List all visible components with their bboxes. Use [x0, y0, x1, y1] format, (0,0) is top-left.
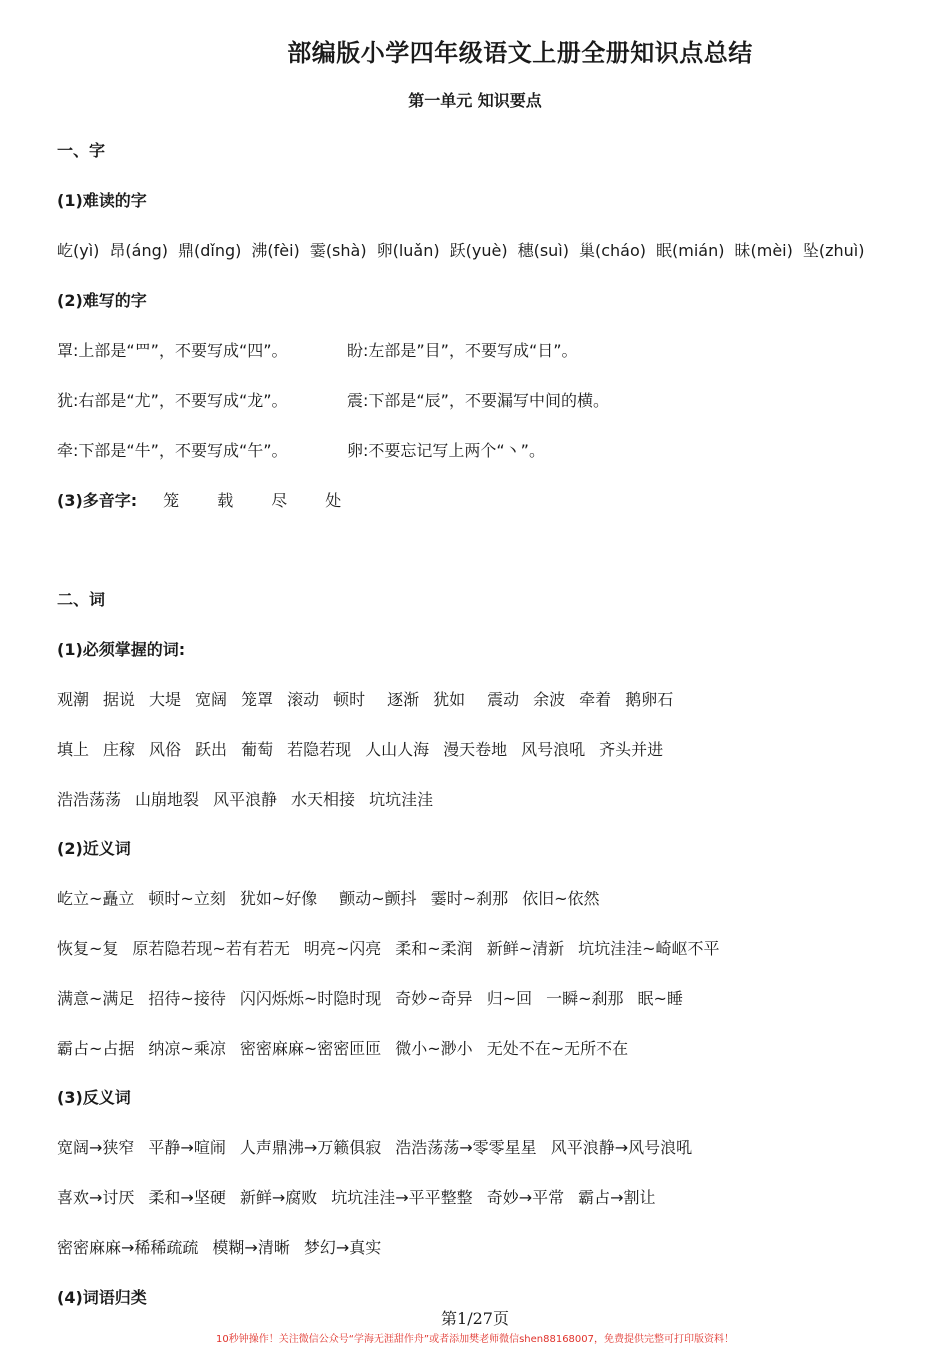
- pinyin-item: 屹(yì): [57, 241, 100, 260]
- synonym-item: 明亮~闪亮: [303, 939, 382, 958]
- synonym-row: [57, 886, 600, 909]
- word-item: 宽阔: [195, 690, 228, 709]
- pinyin-item: 眠(mián): [656, 241, 725, 260]
- antonym-row: [57, 1185, 656, 1208]
- word-item: 顿时: [333, 690, 366, 709]
- synonym-item: 密密麻麻~密密匝匝: [239, 1039, 382, 1058]
- polyphone-row: [57, 488, 341, 511]
- word-item: 风号浪吼: [521, 740, 586, 759]
- page-number: 第1/27页: [441, 1309, 509, 1328]
- hard-write-row: [57, 338, 907, 361]
- word-item: 余波: [533, 690, 566, 709]
- word-item: 水天相接: [291, 790, 356, 809]
- hard-write-note: 震:下部是“辰”，不要漏写中间的横。: [347, 391, 609, 410]
- antonym-row: [57, 1135, 692, 1158]
- pinyin-item: 鼎(dǐng): [178, 241, 242, 260]
- hard-read-list: [57, 238, 865, 261]
- word-item: 鹅卵石: [625, 690, 674, 709]
- word-item: 震动: [487, 690, 520, 709]
- hard-write-label: (2)难写的字: [57, 291, 147, 310]
- pinyin-item: 昧(mèi): [734, 241, 793, 260]
- synonym-item: 依旧~依然: [522, 889, 600, 908]
- antonym-item: 新鲜→腐败: [239, 1188, 318, 1207]
- synonym-item: 恢复~复: [57, 939, 119, 958]
- word-item: 坑坑洼洼: [369, 790, 434, 809]
- synonym-item: 招待~接待: [148, 989, 226, 1008]
- synonym-row: [57, 1036, 628, 1059]
- word-item: 滚动: [287, 690, 320, 709]
- word-item: 山崩地裂: [135, 790, 200, 809]
- synonym-item: 一瞬~刹那: [546, 989, 624, 1008]
- pinyin-item: 卵(luǎn): [376, 241, 440, 260]
- word-row: [57, 687, 673, 710]
- hard-write-note: 盼:左部是”目”，不要写成“日”。: [347, 341, 578, 360]
- synonyms-label: (2)近义词: [57, 839, 131, 858]
- synonym-item: 坑坑洼洼~崎岖不平: [578, 939, 720, 958]
- must-words-label: (1)必须掌握的词:: [57, 640, 186, 659]
- word-item: 浩浩荡荡: [57, 790, 122, 809]
- antonym-item: 风平浪静→风号浪吼: [550, 1138, 693, 1157]
- word-item: 风俗: [149, 740, 182, 759]
- hard-read-label: (1)难读的字: [57, 191, 147, 210]
- hard-write-row: [57, 388, 907, 411]
- pinyin-item: 霎(shà): [309, 241, 367, 260]
- unit-subtitle: 第一单元 知识要点: [408, 91, 542, 110]
- word-item: 葡萄: [241, 740, 274, 759]
- polyphone-item: 笼: [163, 491, 180, 510]
- antonym-item: 坑坑洼洼→平平整整: [331, 1188, 473, 1207]
- section-heading-words: 二、词: [57, 590, 106, 609]
- pinyin-item: 跃(yuè): [449, 241, 508, 260]
- section-heading-characters: 一、字: [57, 141, 106, 160]
- synonym-item: 霎时~刹那: [430, 889, 509, 908]
- document-title: 部编版小学四年级语文上册全册知识点总结: [287, 39, 753, 67]
- synonym-item: 屹立~矗立: [57, 889, 135, 908]
- hard-write-note: 犹:右部是“尤”，不要写成“龙”。: [57, 391, 288, 410]
- synonym-item: 眠~睡: [637, 989, 683, 1008]
- pinyin-item: 巢(cháo): [579, 241, 647, 260]
- antonym-item: 平静→喧闹: [148, 1138, 226, 1157]
- word-item: 犹如: [433, 690, 466, 709]
- word-item: 观潮: [57, 690, 90, 709]
- antonym-item: 奇妙→平常: [486, 1188, 565, 1207]
- synonym-item: 无处不在~无所不在: [486, 1039, 629, 1058]
- hard-write-row: [57, 438, 907, 461]
- word-item: 逐渐: [387, 690, 420, 709]
- pinyin-item: 沸(fèi): [251, 241, 300, 260]
- antonym-item: 模糊→清晰: [212, 1238, 290, 1257]
- word-item: 齐头并进: [599, 740, 664, 759]
- word-item: 填上: [57, 740, 90, 759]
- word-item: 牵着: [579, 690, 612, 709]
- word-item: 笼罩: [241, 690, 274, 709]
- antonyms-label: (3)反义词: [57, 1088, 131, 1107]
- antonym-item: 霸占→割让: [578, 1188, 656, 1207]
- pinyin-item: 穗(suì): [517, 241, 569, 260]
- polyphone-item: 处: [325, 491, 342, 510]
- word-item: 大堤: [149, 690, 182, 709]
- polyphone-label: (3)多音字:: [57, 491, 138, 510]
- pinyin-item: 昂(áng): [109, 241, 168, 260]
- word-item: 风平浪静: [213, 790, 278, 809]
- word-row: [57, 737, 663, 760]
- word-classify-label: (4)词语归类: [57, 1288, 147, 1307]
- antonym-item: 梦幻→真实: [303, 1238, 382, 1257]
- synonym-item: 纳凉~乘凉: [148, 1039, 226, 1058]
- word-item: 跃出: [195, 740, 228, 759]
- word-item: 若隐若现: [287, 740, 352, 759]
- synonym-item: 新鲜~清新: [486, 939, 565, 958]
- synonym-item: 奇妙~奇异: [395, 989, 473, 1008]
- pinyin-item: 坠(zhuì): [802, 241, 865, 260]
- hard-write-note: 卵:不要忘记写上两个“丶”。: [347, 441, 545, 460]
- antonym-item: 浩浩荡荡→零零星星: [395, 1138, 537, 1157]
- synonym-item: 霸占~占据: [57, 1039, 135, 1058]
- polyphone-item: 载: [217, 491, 234, 510]
- word-item: 庄稼: [103, 740, 136, 759]
- hard-write-note: 罩:上部是“罒”，不要写成“四”。: [57, 341, 288, 360]
- synonym-item: 顿时~立刻: [148, 889, 226, 908]
- synonym-item: 柔和~柔润: [395, 939, 473, 958]
- synonym-item: 归~回: [486, 989, 533, 1008]
- synonym-item: 满意~满足: [57, 989, 135, 1008]
- synonym-item: 微小~渺小: [395, 1039, 473, 1058]
- word-row: [57, 787, 433, 810]
- antonym-item: 柔和→坚硬: [148, 1188, 226, 1207]
- word-item: 据说: [103, 690, 136, 709]
- synonym-item: 颤动~颤抖: [339, 889, 417, 908]
- synonym-row: [57, 936, 720, 959]
- antonym-item: 密密麻麻→稀稀疏疏: [57, 1238, 199, 1257]
- footer-promo-note: 10秒钟操作！关注微信公众号“学海无涯甜作舟”或者添加樊老师微信shen88168007，免费提供完整可打印版资料！: [215, 1334, 735, 1345]
- word-item: 漫天卷地: [443, 740, 508, 759]
- antonym-item: 宽阔→狭窄: [57, 1138, 135, 1157]
- synonym-item: 犹如~好像: [239, 889, 318, 908]
- synonym-item: 闪闪烁烁~时隐时现: [239, 989, 382, 1008]
- antonym-item: 喜欢→讨厌: [57, 1188, 135, 1207]
- antonym-item: 人声鼎沸→万籁俱寂: [239, 1138, 382, 1157]
- synonym-item: 原若隐若现~若有若无: [132, 939, 290, 958]
- hard-write-note: 牵:下部是“牛”，不要写成“午”。: [57, 441, 288, 460]
- polyphone-item: 尽: [271, 491, 288, 510]
- antonym-row: [57, 1235, 381, 1258]
- synonym-row: [57, 986, 683, 1009]
- word-item: 人山人海: [365, 740, 430, 759]
